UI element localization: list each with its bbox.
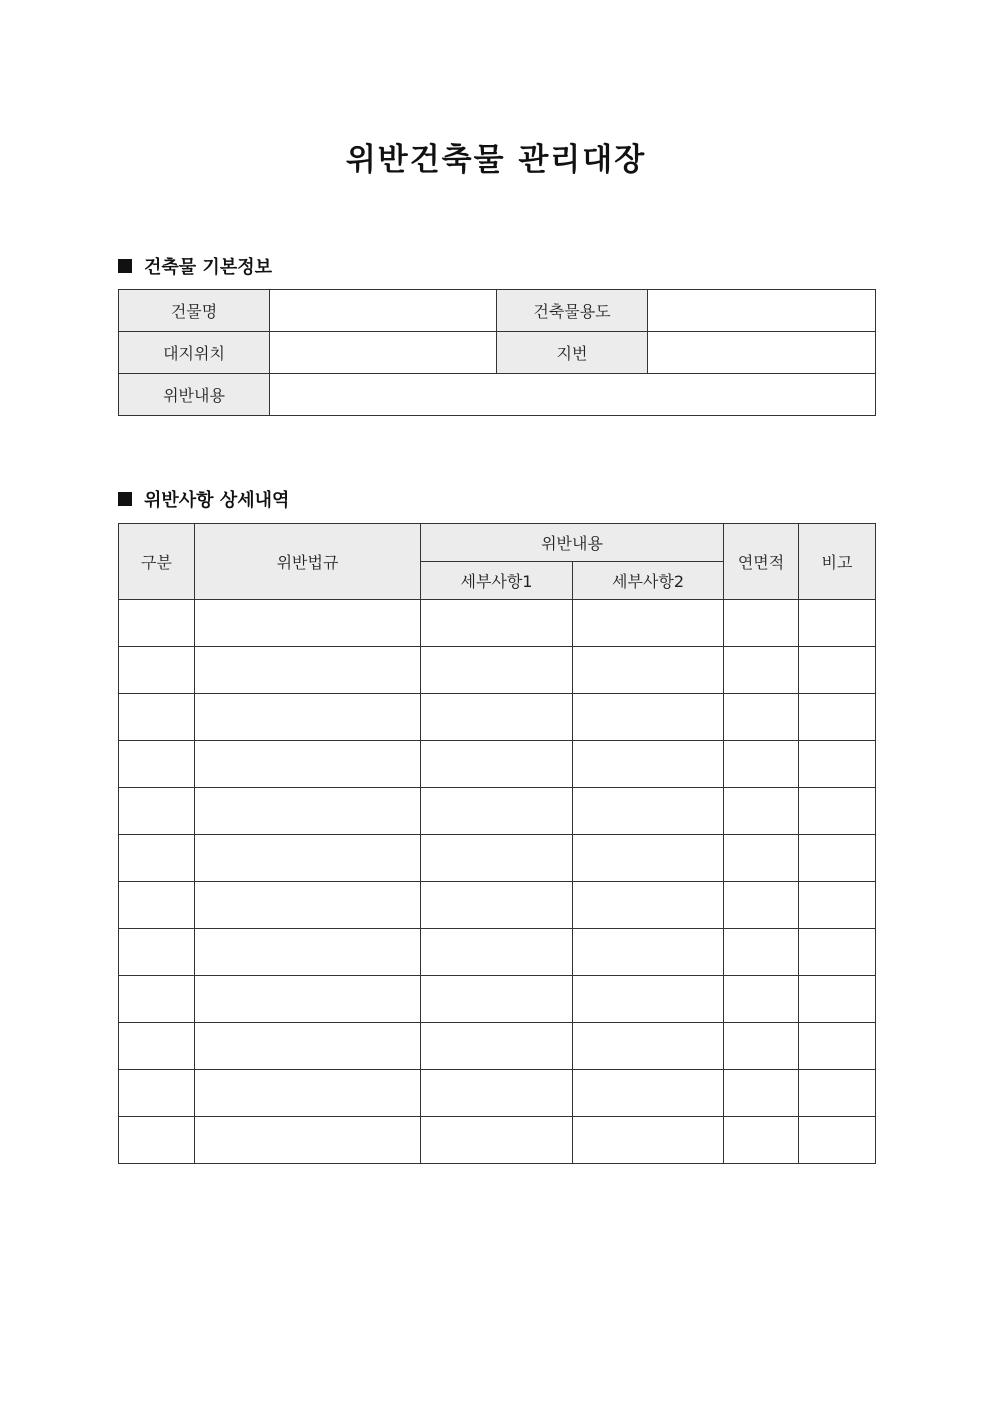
category-cell[interactable] <box>119 788 195 835</box>
remarks-cell[interactable] <box>799 976 876 1023</box>
regulation-cell[interactable] <box>195 600 421 647</box>
remarks-cell[interactable] <box>799 1070 876 1117</box>
regulation-cell[interactable] <box>195 788 421 835</box>
section-heading-label: 위반사항 상세내역 <box>144 490 290 511</box>
header-sub2: 세부사항2 <box>573 562 724 600</box>
area-cell[interactable] <box>724 835 799 882</box>
remarks-cell[interactable] <box>799 741 876 788</box>
area-cell[interactable] <box>724 882 799 929</box>
building-use-label: 건축물용도 <box>497 290 648 332</box>
remarks-cell[interactable] <box>799 929 876 976</box>
violation-content-field[interactable] <box>270 374 876 416</box>
remarks-cell[interactable] <box>799 694 876 741</box>
area-cell[interactable] <box>724 1023 799 1070</box>
category-cell[interactable] <box>119 1023 195 1070</box>
header-remarks: 비고 <box>799 524 876 600</box>
table-row <box>119 976 876 1023</box>
table-row <box>119 929 876 976</box>
category-cell[interactable] <box>119 976 195 1023</box>
area-cell[interactable] <box>724 741 799 788</box>
category-cell[interactable] <box>119 1117 195 1164</box>
lot-number-label: 지번 <box>497 332 648 374</box>
header-category: 구분 <box>119 524 195 600</box>
violation-content-label: 위반내용 <box>119 374 270 416</box>
section-heading-label: 건축물 기본정보 <box>144 257 272 278</box>
table-row <box>119 882 876 929</box>
sub2-cell[interactable] <box>573 1023 724 1070</box>
sub1-cell[interactable] <box>421 1117 573 1164</box>
table-row <box>119 1070 876 1117</box>
sub2-cell[interactable] <box>573 788 724 835</box>
header-area: 연면적 <box>724 524 799 600</box>
area-cell[interactable] <box>724 1117 799 1164</box>
sub2-cell[interactable] <box>573 694 724 741</box>
table-row <box>119 835 876 882</box>
sub1-cell[interactable] <box>421 976 573 1023</box>
sub1-cell[interactable] <box>421 741 573 788</box>
sub2-cell[interactable] <box>573 1117 724 1164</box>
regulation-cell[interactable] <box>195 741 421 788</box>
table-row <box>119 647 876 694</box>
sub2-cell[interactable] <box>573 1070 724 1117</box>
sub1-cell[interactable] <box>421 929 573 976</box>
sub2-cell[interactable] <box>573 929 724 976</box>
regulation-cell[interactable] <box>195 1117 421 1164</box>
building-use-field[interactable] <box>648 290 876 332</box>
regulation-cell[interactable] <box>195 1070 421 1117</box>
remarks-cell[interactable] <box>799 1117 876 1164</box>
area-cell[interactable] <box>724 976 799 1023</box>
sub1-cell[interactable] <box>421 694 573 741</box>
violation-detail-table <box>118 523 876 1164</box>
table-row <box>119 788 876 835</box>
building-name-field[interactable] <box>270 290 497 332</box>
table-row <box>119 741 876 788</box>
section-heading-detail <box>118 486 289 512</box>
area-cell[interactable] <box>724 929 799 976</box>
detail-table-body <box>119 600 876 1164</box>
remarks-cell[interactable] <box>799 647 876 694</box>
sub1-cell[interactable] <box>421 788 573 835</box>
regulation-cell[interactable] <box>195 882 421 929</box>
category-cell[interactable] <box>119 600 195 647</box>
sub2-cell[interactable] <box>573 882 724 929</box>
sub2-cell[interactable] <box>573 835 724 882</box>
header-sub1: 세부사항1 <box>421 562 573 600</box>
square-bullet-icon <box>118 492 132 506</box>
category-cell[interactable] <box>119 882 195 929</box>
area-cell[interactable] <box>724 647 799 694</box>
building-name-label: 건물명 <box>119 290 270 332</box>
sub1-cell[interactable] <box>421 835 573 882</box>
sub2-cell[interactable] <box>573 600 724 647</box>
regulation-cell[interactable] <box>195 976 421 1023</box>
area-cell[interactable] <box>724 694 799 741</box>
table-row <box>119 1023 876 1070</box>
category-cell[interactable] <box>119 835 195 882</box>
site-location-label: 대지위치 <box>119 332 270 374</box>
regulation-cell[interactable] <box>195 694 421 741</box>
sub1-cell[interactable] <box>421 600 573 647</box>
lot-number-field[interactable] <box>648 332 876 374</box>
category-cell[interactable] <box>119 647 195 694</box>
remarks-cell[interactable] <box>799 882 876 929</box>
table-row <box>119 600 876 647</box>
sub2-cell[interactable] <box>573 976 724 1023</box>
regulation-cell[interactable] <box>195 929 421 976</box>
sub2-cell[interactable] <box>573 647 724 694</box>
sub2-cell[interactable] <box>573 741 724 788</box>
square-bullet-icon <box>118 259 132 273</box>
category-cell[interactable] <box>119 1070 195 1117</box>
basic-info-table <box>118 289 876 416</box>
header-regulation: 위반법규 <box>195 524 421 600</box>
category-cell[interactable] <box>119 694 195 741</box>
header-violation-content: 위반내용 <box>421 524 724 562</box>
regulation-cell[interactable] <box>195 647 421 694</box>
remarks-cell[interactable] <box>799 600 876 647</box>
area-cell[interactable] <box>724 788 799 835</box>
remarks-cell[interactable] <box>799 788 876 835</box>
section-heading-basic-info <box>118 253 272 279</box>
category-cell[interactable] <box>119 741 195 788</box>
sub1-cell[interactable] <box>421 647 573 694</box>
site-location-field[interactable] <box>270 332 497 374</box>
regulation-cell[interactable] <box>195 835 421 882</box>
area-cell[interactable] <box>724 1070 799 1117</box>
area-cell[interactable] <box>724 600 799 647</box>
table-row <box>119 694 876 741</box>
remarks-cell[interactable] <box>799 835 876 882</box>
table-row <box>119 1117 876 1164</box>
remarks-cell[interactable] <box>799 1023 876 1070</box>
sub1-cell[interactable] <box>421 1070 573 1117</box>
page-title: 위반건축물 관리대장 <box>345 142 647 178</box>
sub1-cell[interactable] <box>421 882 573 929</box>
sub1-cell[interactable] <box>421 1023 573 1070</box>
regulation-cell[interactable] <box>195 1023 421 1070</box>
category-cell[interactable] <box>119 929 195 976</box>
